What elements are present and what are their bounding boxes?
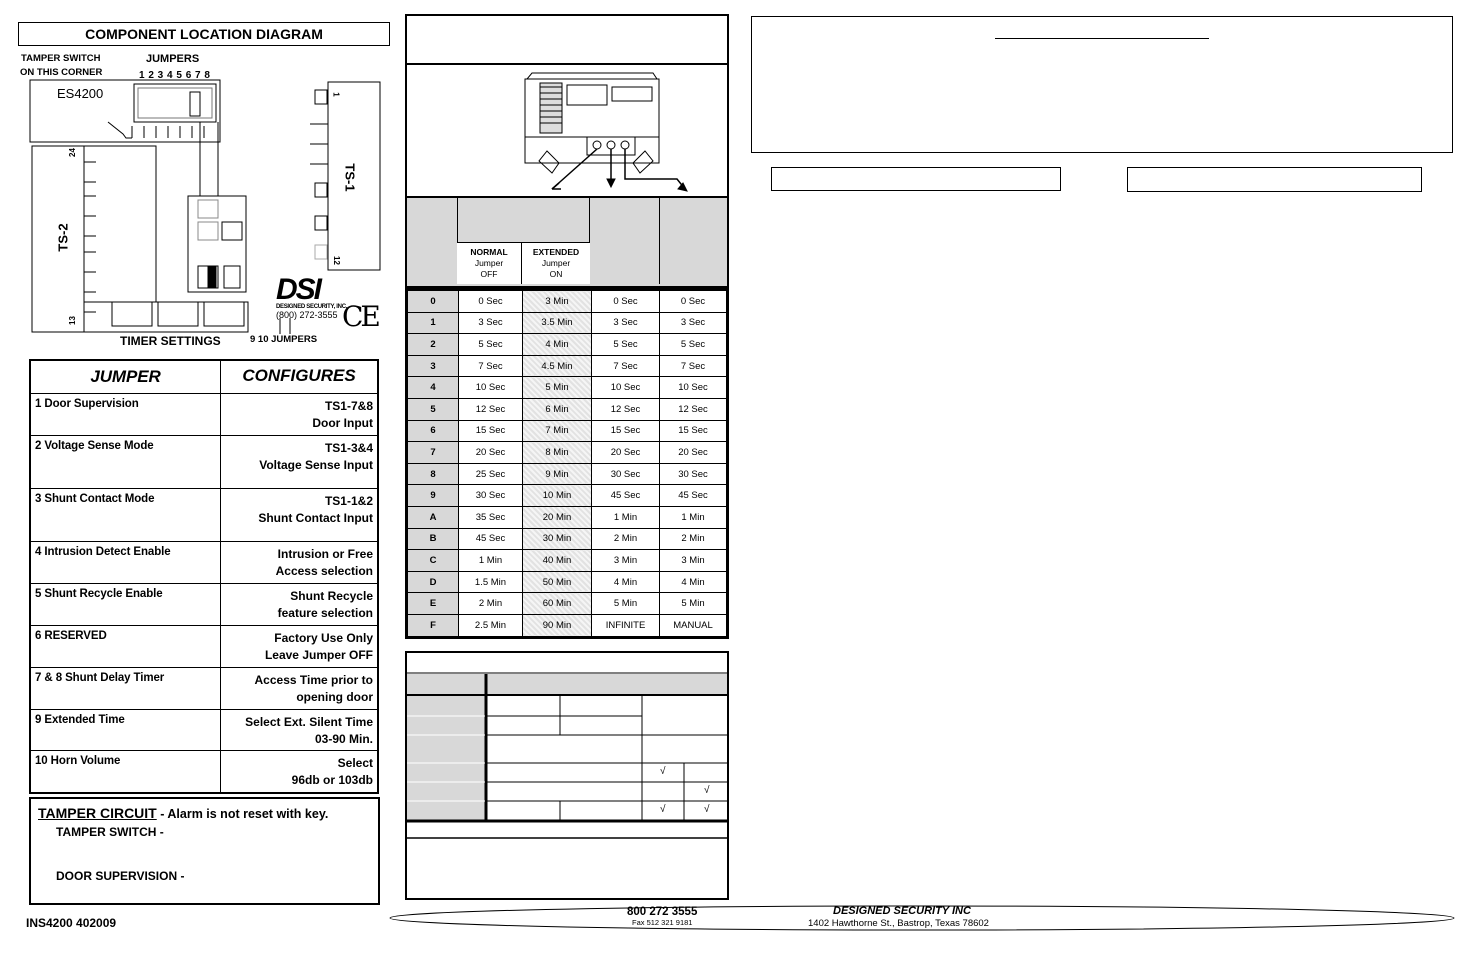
table-cell: 5 Sec	[660, 334, 727, 356]
row-index: A	[408, 506, 459, 528]
config-line-2: 03-90 Min.	[314, 732, 373, 746]
config-line-1: Shunt Recycle	[290, 589, 373, 603]
table-cell: 3 Min	[660, 550, 727, 572]
config-line-1: Intrusion or Free	[277, 547, 373, 561]
table-row	[408, 614, 727, 636]
dsi-logo	[276, 273, 348, 320]
check-mark: √	[704, 804, 710, 815]
jumper-config	[221, 489, 377, 541]
ce-mark: CE	[342, 300, 378, 333]
config-line-2: Leave Jumper OFF	[264, 648, 373, 662]
config-line-2: 96db or 103db	[291, 773, 373, 787]
table-cell: 1 Min	[592, 506, 660, 528]
table-row	[408, 506, 727, 528]
table-row	[408, 420, 727, 442]
table-cell: 1 Min	[660, 506, 727, 528]
footer-company: DESIGNED SECURITY INC	[833, 905, 971, 917]
table-cell: 20 Sec	[592, 442, 660, 464]
table-cell: 15 Sec	[592, 420, 660, 442]
table-cell: 12 Sec	[592, 398, 660, 420]
footer-phone: 800 272 3555	[627, 906, 698, 918]
table-cell: 10 Sec	[660, 377, 727, 399]
table-cell: 35 Sec	[459, 506, 523, 528]
table-row	[31, 488, 377, 541]
subheader-line: Jumper	[541, 258, 571, 268]
configures-header: CONFIGURES	[242, 366, 356, 385]
tamper-circuit-subtitle: - Alarm is not reset with key.	[156, 807, 329, 821]
table-cell: 4.5 Min	[523, 355, 592, 377]
row-index: D	[408, 571, 459, 593]
device-illustration	[407, 65, 727, 197]
table-cell: 1.5 Min	[459, 571, 523, 593]
table-row	[408, 377, 727, 399]
table-cell: INFINITE	[592, 614, 660, 636]
row-index: 9	[408, 485, 459, 507]
jumper-config	[221, 394, 377, 435]
subheader-line: EXTENDED	[532, 247, 580, 257]
table-cell: 25 Sec	[459, 463, 523, 485]
table-cell: 50 Min	[523, 571, 592, 593]
table-row	[31, 625, 377, 667]
table-cell: 20 Sec	[459, 442, 523, 464]
table-cell: MANUAL	[660, 614, 727, 636]
dsi-logo-text: DSI	[276, 273, 321, 306]
ts2-top-pin: 24	[67, 148, 77, 157]
table-cell: 40 Min	[523, 550, 592, 572]
table-cell: 7 Sec	[592, 355, 660, 377]
table-cell: 8 Min	[523, 442, 592, 464]
right-info-box	[751, 16, 1453, 153]
heading-underline	[995, 38, 1209, 39]
jumper-table	[29, 359, 379, 794]
config-line-1: Factory Use Only	[274, 631, 373, 645]
device-illustration-box	[405, 63, 729, 200]
check-mark: √	[660, 804, 666, 815]
timer-table	[405, 288, 729, 639]
config-line-1: Select Ext. Silent Time	[245, 715, 373, 729]
table-cell: 7 Sec	[459, 355, 523, 377]
table-cell: 30 Sec	[660, 463, 727, 485]
dsi-logo-phone: (800) 272-3555	[276, 310, 338, 320]
jumper-name: 3 Shunt Contact Mode	[31, 489, 221, 541]
table-cell: 45 Sec	[459, 528, 523, 550]
ts1-top-pin: 1	[331, 92, 341, 97]
tamper-label-1: TAMPER SWITCH	[21, 53, 101, 64]
check-mark: √	[704, 785, 710, 796]
component-diagram-title: COMPONENT LOCATION DIAGRAM	[18, 22, 390, 46]
right-sub-box-right	[1127, 167, 1422, 192]
board-name: ES4200	[57, 86, 104, 101]
timer-settings-label: TIMER SETTINGS	[120, 334, 221, 348]
table-row	[31, 667, 377, 709]
jumper-numbers: 1 2 3 4 5 6 7 8	[139, 70, 211, 81]
table-cell: 60 Min	[523, 593, 592, 615]
table-cell: 3 Sec	[592, 312, 660, 334]
table-cell: 3 Sec	[660, 312, 727, 334]
table-cell: 90 Min	[523, 614, 592, 636]
table-row	[408, 463, 727, 485]
extended-subheader	[522, 243, 590, 284]
jumper-table-header	[31, 361, 377, 393]
row-index: 7	[408, 442, 459, 464]
table-row	[408, 442, 727, 464]
table-cell: 30 Sec	[592, 463, 660, 485]
table-row	[31, 709, 377, 750]
table-cell: 3 Min	[592, 550, 660, 572]
table-row	[31, 541, 377, 583]
row-index: E	[408, 593, 459, 615]
table-cell: 5 Sec	[592, 334, 660, 356]
row-index: 8	[408, 463, 459, 485]
jumper-name: 7 & 8 Shunt Delay Timer	[31, 668, 221, 709]
table-cell: 5 Sec	[459, 334, 523, 356]
row-index: 0	[408, 291, 459, 313]
config-line-1: TS1-3&4	[324, 441, 373, 455]
tamper-circuit-title: TAMPER CIRCUIT	[38, 805, 157, 821]
table-cell: 5 Min	[523, 377, 592, 399]
table-cell: 10 Sec	[592, 377, 660, 399]
ts2-label: TS-2	[55, 223, 71, 252]
check-mark: √	[660, 766, 666, 777]
document-number: INS4200 402009	[26, 916, 117, 930]
table-cell: 2.5 Min	[459, 614, 523, 636]
jumper-name: 9 Extended Time	[31, 710, 221, 750]
row-index: 5	[408, 398, 459, 420]
timer-subheaders	[457, 242, 590, 284]
table-cell: 7 Sec	[660, 355, 727, 377]
table-row	[408, 485, 727, 507]
table-cell: 2 Min	[592, 528, 660, 550]
table-cell: 0 Sec	[660, 291, 727, 313]
config-line-1: Select	[337, 756, 373, 770]
table-row	[408, 528, 727, 550]
config-line-1: Access Time prior to	[254, 673, 373, 687]
jumper-config	[221, 584, 377, 625]
config-line-1: TS1-1&2	[324, 494, 373, 508]
row-index: C	[408, 550, 459, 572]
table-row	[408, 355, 727, 377]
table-cell: 2 Min	[459, 593, 523, 615]
table-cell: 5 Min	[660, 593, 727, 615]
table-row	[31, 435, 377, 488]
table-row	[408, 312, 727, 334]
table-cell: 4 Min	[523, 334, 592, 356]
normal-subheader	[457, 243, 522, 284]
jumper-config	[221, 436, 377, 488]
subheader-line: ON	[549, 269, 563, 279]
ts1-bottom-pin: 12	[331, 256, 341, 265]
timer-table-header	[405, 196, 729, 288]
jumper-name: 5 Shunt Recycle Enable	[31, 584, 221, 625]
table-cell: 0 Sec	[459, 291, 523, 313]
table-row	[408, 593, 727, 615]
subheader-line: Jumper	[474, 258, 504, 268]
row-index: 3	[408, 355, 459, 377]
jumper-name: 10 Horn Volume	[31, 751, 221, 792]
config-line-2: Shunt Contact Input	[258, 511, 373, 525]
table-cell: 15 Sec	[459, 420, 523, 442]
row-index: F	[408, 614, 459, 636]
door-supervision-line: DOOR SUPERVISION -	[56, 869, 185, 883]
table-row	[408, 398, 727, 420]
row-index: 1	[408, 312, 459, 334]
table-cell: 7 Min	[523, 420, 592, 442]
subheader-line: NORMAL	[470, 247, 508, 257]
table-row	[408, 291, 727, 313]
table-cell: 12 Sec	[459, 398, 523, 420]
table-cell: 30 Min	[523, 528, 592, 550]
table-cell: 10 Sec	[459, 377, 523, 399]
dsi-logo-subtext: DESIGNED SECURITY, INC.	[276, 304, 348, 310]
table-row	[408, 571, 727, 593]
jumpers-9-10-label: 9 10 JUMPERS	[250, 334, 318, 345]
middle-title-box	[405, 14, 729, 65]
jumper-config	[221, 751, 377, 792]
config-line-2: Access selection	[275, 564, 373, 578]
table-cell: 0 Sec	[592, 291, 660, 313]
table-cell: 20 Min	[523, 506, 592, 528]
row-index: 6	[408, 420, 459, 442]
subheader-line: OFF	[480, 269, 498, 279]
config-line-2: Voltage Sense Input	[259, 458, 373, 472]
table-row	[31, 583, 377, 625]
tamper-circuit-box	[29, 797, 380, 905]
jumpers-label: JUMPERS	[146, 53, 200, 65]
ts2-bottom-pin: 13	[67, 316, 77, 325]
bottom-grid-lines	[407, 653, 727, 898]
config-line-2: feature selection	[277, 606, 373, 620]
tamper-label-2: ON THIS CORNER	[20, 67, 103, 78]
table-row	[31, 393, 377, 435]
footer-address: 1402 Hawthorne St., Bastrop, Texas 78602	[808, 918, 989, 929]
bottom-grid	[405, 651, 729, 900]
table-cell: 12 Sec	[660, 398, 727, 420]
ts1-label: TS-1	[342, 163, 358, 192]
table-cell: 20 Sec	[660, 442, 727, 464]
table-cell: 15 Sec	[660, 420, 727, 442]
jumper-name: 6 RESERVED	[31, 626, 221, 667]
jumper-config	[221, 542, 377, 583]
jumper-name: 1 Door Supervision	[31, 394, 221, 435]
table-cell: 30 Sec	[459, 485, 523, 507]
table-cell: 4 Min	[592, 571, 660, 593]
table-cell: 5 Min	[592, 593, 660, 615]
config-line-2: opening door	[296, 690, 373, 704]
config-line-2: Door Input	[312, 416, 373, 430]
table-cell: 10 Min	[523, 485, 592, 507]
table-cell: 1 Min	[459, 550, 523, 572]
jumper-name: 2 Voltage Sense Mode	[31, 436, 221, 488]
jumper-name: 4 Intrusion Detect Enable	[31, 542, 221, 583]
jumper-config	[221, 668, 377, 709]
table-row	[31, 750, 377, 792]
row-index: B	[408, 528, 459, 550]
table-cell: 45 Sec	[660, 485, 727, 507]
tamper-switch-line: TAMPER SWITCH -	[56, 825, 164, 839]
jumper-config	[221, 626, 377, 667]
jumper-config	[221, 710, 377, 750]
table-row	[408, 550, 727, 572]
table-cell: 6 Min	[523, 398, 592, 420]
table-cell: 3 Sec	[459, 312, 523, 334]
jumper-header: JUMPER	[31, 361, 221, 393]
table-cell: 9 Min	[523, 463, 592, 485]
table-cell: 2 Min	[660, 528, 727, 550]
row-index: 4	[408, 377, 459, 399]
config-line-1: TS1-7&8	[324, 399, 373, 413]
footer-fax: Fax 512 321 9181	[632, 918, 693, 927]
table-cell: 3.5 Min	[523, 312, 592, 334]
right-sub-box-left	[771, 167, 1061, 191]
table-cell: 3 Min	[523, 291, 592, 313]
table-cell: 4 Min	[660, 571, 727, 593]
table-row	[408, 334, 727, 356]
table-cell: 45 Sec	[592, 485, 660, 507]
row-index: 2	[408, 334, 459, 356]
